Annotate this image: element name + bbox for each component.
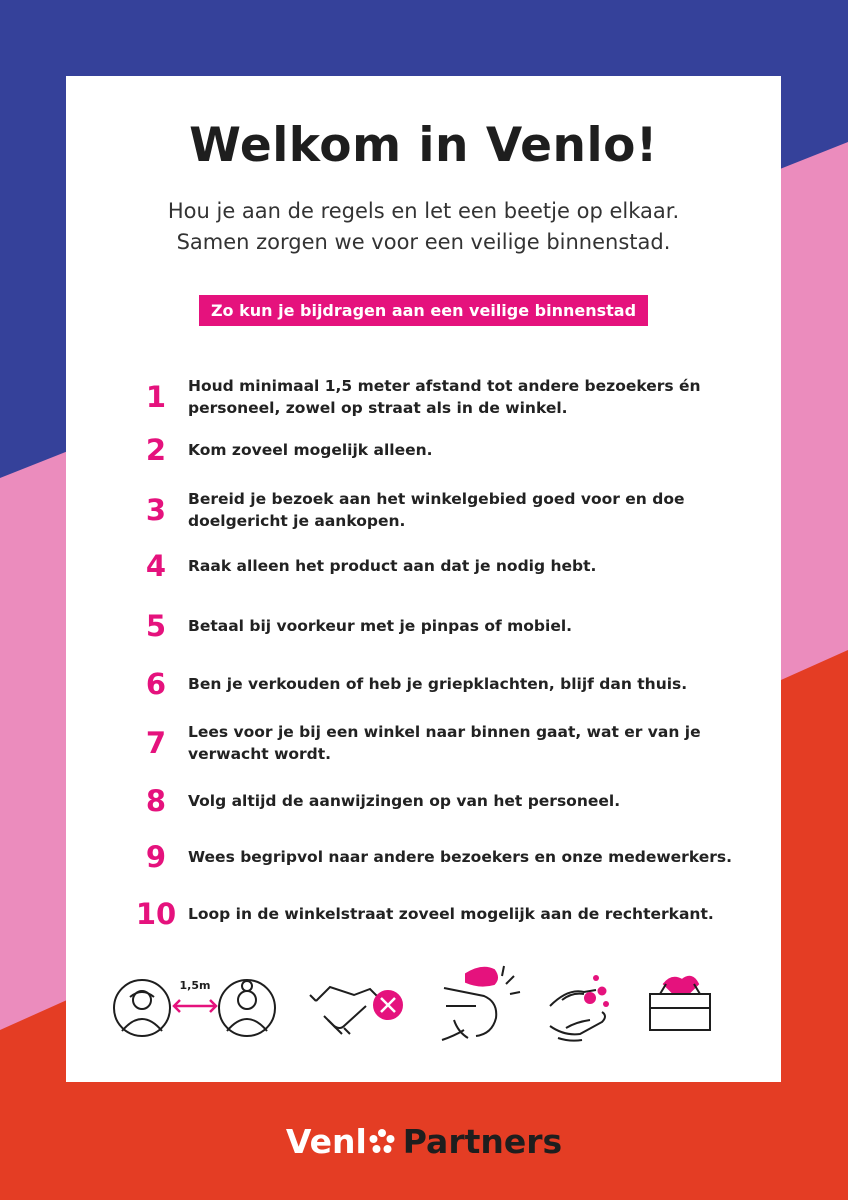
rule-number: 4 — [145, 549, 167, 583]
rule-item — [66, 485, 781, 535]
sneeze-elbow-icon — [442, 966, 520, 1040]
rule-number: 5 — [145, 609, 167, 643]
rule-text: Lees voor je bij een winkel naar binnen gaat, wat er van je verwacht wordt. — [188, 723, 701, 763]
subtitle — [66, 196, 781, 258]
rule-number: 6 — [145, 667, 167, 701]
rule-text: Wees begripvol naar andere bezoekers en onze medewerkers. — [188, 848, 732, 866]
rule-text: Houd minimaal 1,5 meter afstand tot andere bezoekers én personeel, zowel op straat als in de winkel. — [188, 377, 701, 417]
rule-number: 8 — [145, 784, 167, 818]
rule-text: Ben je verkouden of heb je griepklachten, blijf dan thuis. — [188, 675, 688, 693]
tissue-box-icon — [650, 977, 710, 1030]
rule-item — [66, 601, 781, 651]
rule-number: 3 — [145, 493, 167, 527]
rule-text: Loop in de winkelstraat zoveel mogelijk aan de rechterkant. — [188, 905, 714, 923]
brand-partners: Partners — [402, 1122, 563, 1161]
rule-number: 2 — [145, 433, 167, 467]
rule-text: Volg altijd de aanwijzingen op van het personeel. — [188, 792, 621, 810]
rule-number: 7 — [145, 726, 167, 760]
subtitle-line-2: Samen zorgen we voor een veilige binnenstad. — [176, 230, 671, 254]
rule-text: Bereid je bezoek aan het winkelgebied goed voor en doe doelgericht je aankopen. — [188, 490, 685, 530]
rule-item — [66, 425, 781, 475]
section-banner: Zo kun je bijdragen aan een veilige binnenstad — [199, 295, 648, 326]
rule-number: 10 — [135, 897, 177, 931]
rule-item — [66, 718, 781, 768]
rule-number: 1 — [145, 380, 167, 414]
rule-item — [66, 659, 781, 709]
subtitle-line-1: Hou je aan de regels en let een beetje op elkaar. — [167, 199, 680, 223]
wash-hands-icon — [550, 975, 609, 1041]
footer-brand — [0, 1120, 848, 1170]
rule-item — [66, 832, 781, 882]
rule-item — [66, 889, 781, 939]
rule-item — [66, 541, 781, 591]
distance-people-icon — [114, 980, 275, 1036]
rule-number: 9 — [145, 840, 167, 874]
page-title: Welkom in Venlo! — [189, 118, 658, 173]
distance-label: 1,5m — [179, 979, 211, 992]
poster-card — [66, 76, 781, 1082]
banner-wrap — [66, 295, 781, 326]
rule-item — [66, 372, 781, 422]
rule-item — [66, 776, 781, 826]
rule-text: Kom zoveel mogelijk alleen. — [188, 441, 433, 459]
venlo-flower-logo-icon — [368, 1128, 396, 1156]
rule-text: Betaal bij voorkeur met je pinpas of mobiel. — [188, 617, 573, 635]
rule-text: Raak alleen het product aan dat je nodig hebt. — [188, 557, 597, 575]
brand-venl: Venl — [285, 1122, 367, 1161]
no-handshake-icon — [310, 987, 402, 1034]
